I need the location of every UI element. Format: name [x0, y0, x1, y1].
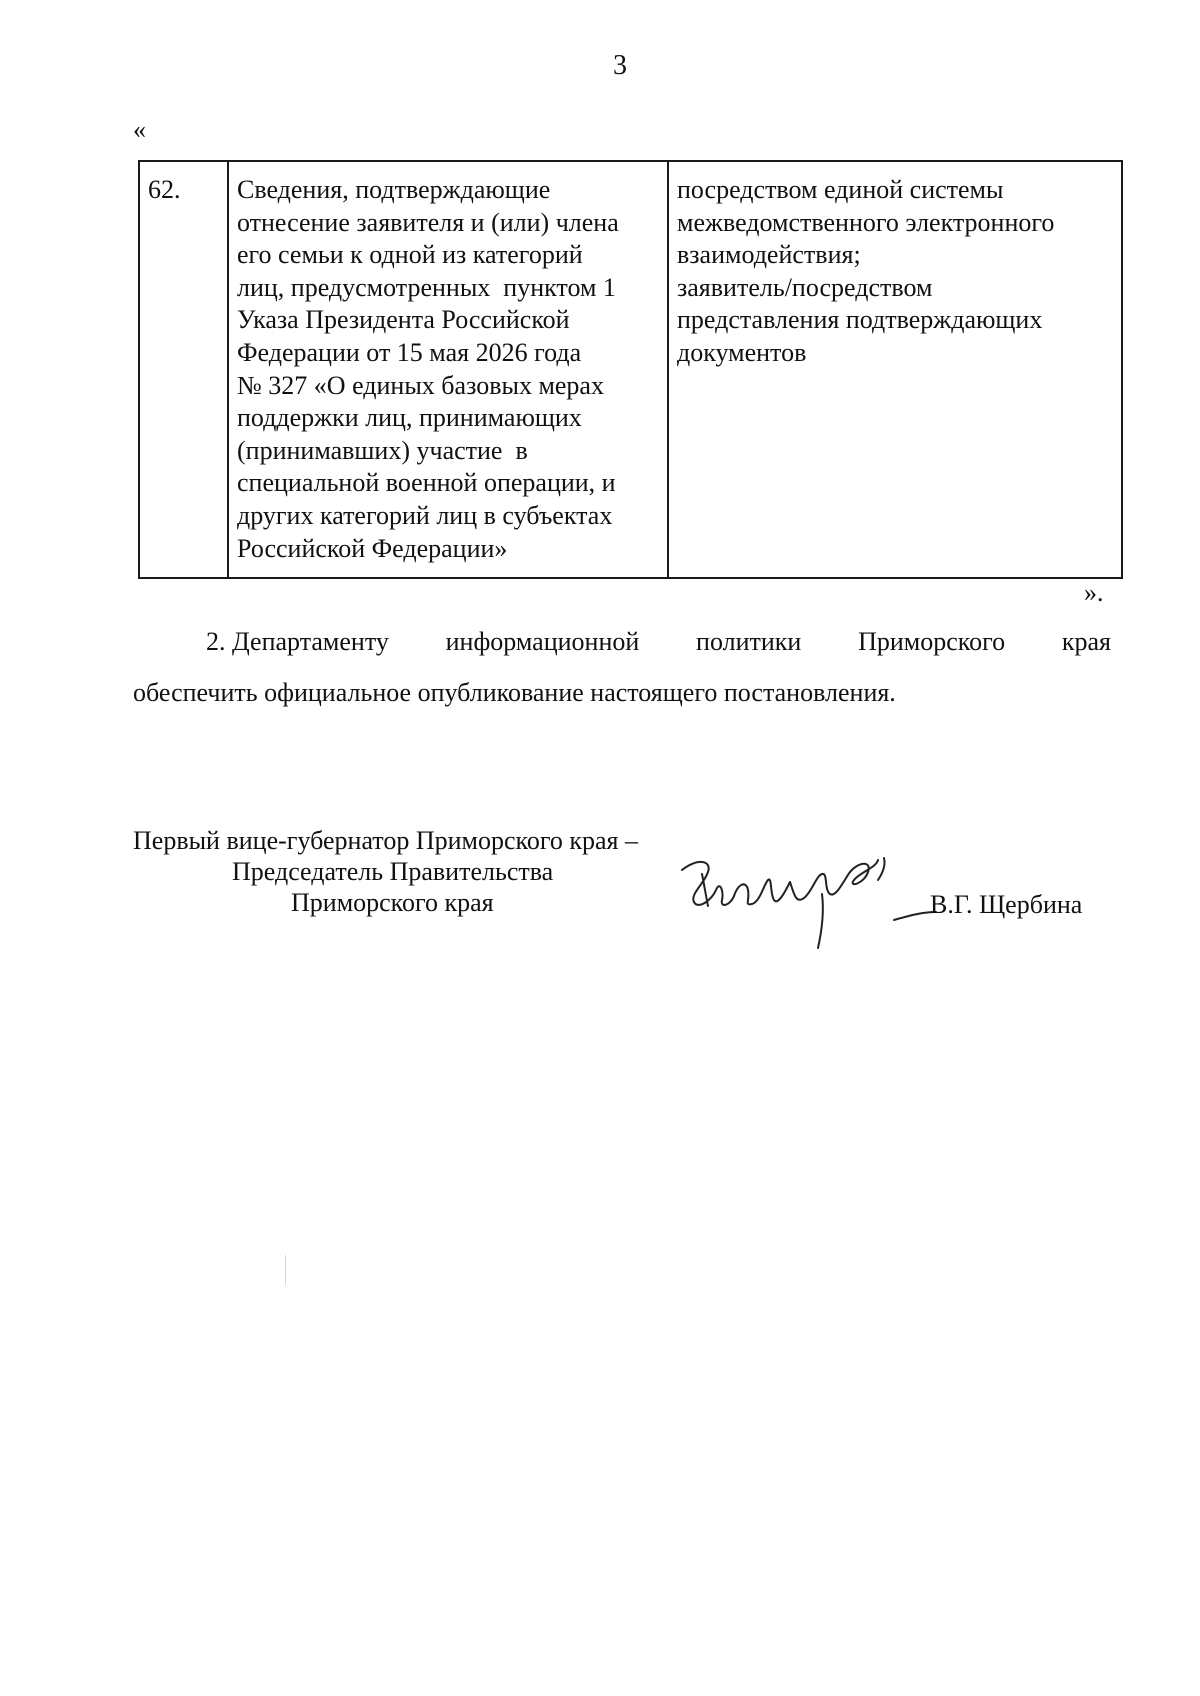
handwritten-signature	[672, 850, 942, 955]
description-line: поддержки лиц, принимающих	[237, 403, 582, 433]
description-line: отнесение заявителя и (или) члена	[237, 207, 619, 237]
source-line: документов	[677, 337, 807, 367]
table-row	[139, 161, 1122, 578]
description-line: его семьи к одной из категорий	[237, 240, 583, 270]
paragraph-word: информационной	[445, 627, 640, 656]
description-line: № 327 «О единых базовых мерах	[237, 370, 604, 400]
paragraph-word: Приморского	[858, 627, 1006, 656]
source-line: представления подтверждающих	[677, 305, 1043, 335]
signatory-position-line-2: Председатель Правительства	[232, 857, 554, 886]
description-line: (принимавших) участие в	[237, 435, 528, 465]
description-line: Федерации от 15 мая 2026 года	[237, 337, 582, 367]
paragraph-word: 2. Департаменту	[206, 627, 389, 656]
description-line: специальной военной операции, и	[237, 468, 616, 498]
paragraph-word: политики	[696, 627, 802, 656]
scan-artifact-line	[285, 1255, 286, 1285]
page-number: 3	[613, 50, 627, 81]
description-line: Указа Президента Российской	[237, 305, 570, 335]
row-source-cell	[668, 161, 1122, 578]
paragraph-2-line-2: обеспечить официальное опубликование настоящего постановления.	[133, 678, 896, 707]
closing-quote-mark: ».	[1084, 578, 1104, 607]
row-number-cell	[139, 161, 228, 578]
description-line: других категорий лиц в субъектах	[237, 500, 613, 530]
paragraph-2-line-1	[206, 627, 1111, 657]
paragraph-word: края	[1061, 627, 1111, 656]
opening-quote-mark: «	[133, 115, 146, 144]
source-line: взаимодействия;	[677, 240, 861, 270]
description-line: Сведения, подтверждающие	[237, 175, 551, 204]
description-line: Российской Федерации»	[237, 533, 508, 563]
signatory-position-line-3: Приморского края	[291, 888, 494, 917]
row-description-cell	[228, 161, 668, 578]
row-number: 62.	[148, 175, 181, 204]
source-line: межведомственного электронного	[677, 207, 1055, 237]
signatory-name: В.Г. Щербина	[930, 890, 1083, 919]
signatory-position-line-1: Первый вице-губернатор Приморского края –	[133, 826, 638, 855]
description-line: лиц, предусмотренных пунктом 1	[237, 272, 616, 302]
source-line: посредством единой системы	[677, 175, 1004, 204]
source-line: заявитель/посредством	[677, 272, 933, 302]
amendment-table	[138, 160, 1123, 579]
